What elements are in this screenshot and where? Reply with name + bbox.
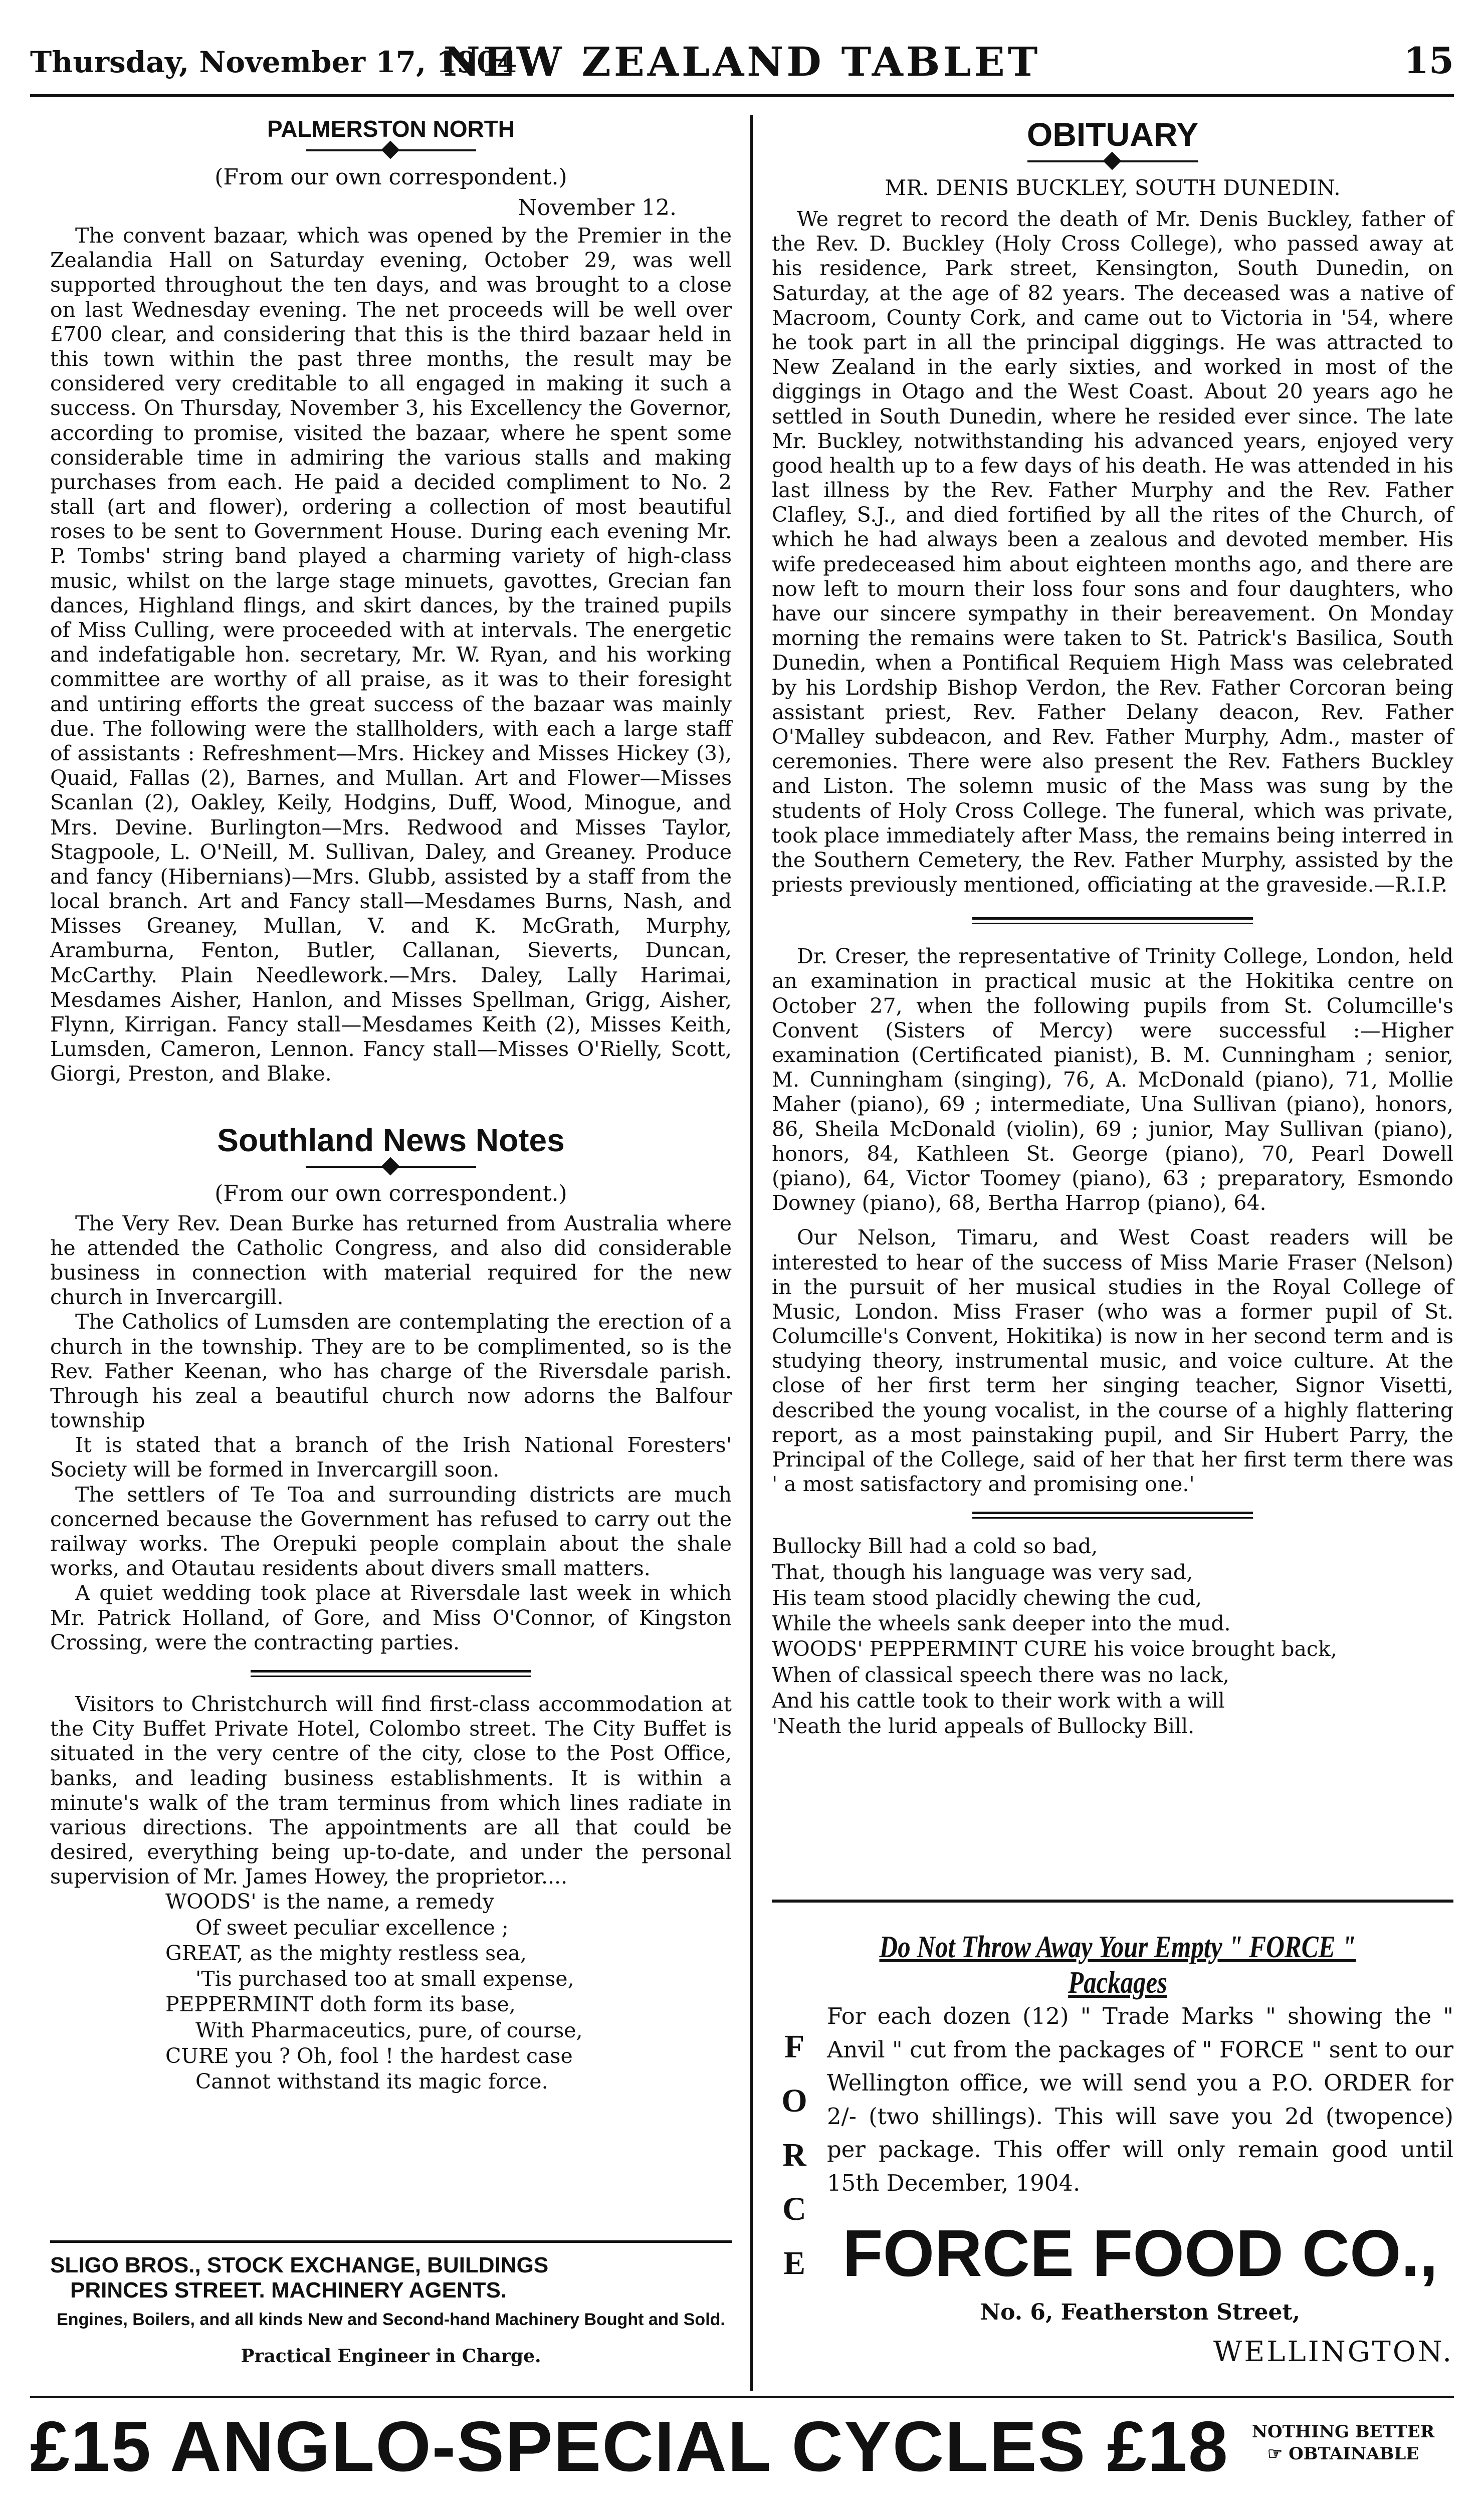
bullocky-verse (772, 1534, 1453, 1739)
verse-line: Of sweet peculiar excellence ; (195, 1915, 509, 1940)
verse-line: His team stood placidly chewing the cud, (772, 1585, 1202, 1610)
verse-line: With Pharmaceutics, pure, of course, (195, 2018, 583, 2042)
verse-line: CURE you ? Oh, fool ! the hardest case (165, 2043, 573, 2068)
right-column (772, 115, 1453, 1739)
southland-correspondent: (From our own correspondent.) (215, 1180, 567, 1206)
page-number: 15 (1403, 39, 1454, 82)
force-letter: F (784, 2028, 805, 2065)
sligo-line1b: PRINCES STREET. MACHINERY AGENTS. (70, 2278, 507, 2303)
southland-article (50, 1211, 732, 1655)
masthead: NEW ZEALAND TABLET (443, 38, 1041, 85)
verse-line: WOODS' is the name, a remedy (165, 1890, 494, 1914)
tagline-line: NOTHING BETTER (1251, 2422, 1435, 2442)
verse-line: Bullocky Bill had a cold so bad, (772, 1534, 1098, 1559)
fraser-body: Our Nelson, Timaru, and West Coast readers will be interested to hear of the success of Miss Marie Fraser (Nelson) in the pursuit of her musical studies in the Royal College of Music, London. Miss Fraser (who was a former pupil of St. Columcille's Convent, Hokitika) is now in her second term and is studying theory, instrumental music, and voice culture. At the close of her first term her singing teacher, Signor Visetti, described the young vocalist, in the course of a highly flattering report, as a most painstaking pupil, and Sir Hubert Parry, the Principal of the College, said of her that her first term there was ' a most satisfactory and promising one.' (772, 1225, 1453, 1497)
verse-line: 'Neath the lurid appeals of Bullocky Bill. (772, 1714, 1195, 1739)
verse-line: While the wheels sank deeper into the mud. (772, 1611, 1231, 1636)
header-rule (30, 94, 1454, 97)
force-city: WELLINGTON. (1213, 2336, 1453, 2368)
force-letter: C (782, 2191, 806, 2227)
tagline-line: ☞ OBTAINABLE (1267, 2444, 1419, 2464)
ornament-divider (1027, 160, 1198, 162)
section-rule (972, 1512, 1253, 1519)
verse-line: That, though his language was very sad, (772, 1560, 1193, 1584)
column-divider (750, 115, 753, 2391)
palmerston-body: The convent bazaar, which was opened by the Premier in the Zealandia Hall on Saturday evening, October 29, was well supported throughout the ten days, and was brought to a close on last Wednesday evening. The net proceeds will be well over £700 clear, and considering that this is the third bazaar held in this town within the past three months, the result may be considered very creditable to all engaged in making it such a success. On Thursday, November 3, his Excellency the Governor, according to promise, visited the bazaar, where he spent some considerable time in admiring the various stalls and making purchases from each. He paid a decided compliment to No. 2 stall (art and flower), ordering a collection of most beautiful roses to be sent to Government House. During each evening Mr. P. Tombs' string band played a charming variety of high-class music, whilst on the large stage minuets, gavottes, Grecian fan dances, Highland flings, and skirt dances, by the trained pupils of Miss Culling, were proceeded with at intervals. The energetic and indefatigable hon. secretary, Mr. W. Ryan, and his working committee are worthy of all praise, as it was to their foresight and untiring efforts the great success of the bazaar was mainly due. The following were the stallholders, with each a large staff of assistants : Refreshment—Mrs. Hickey and Misses Hickey (3), Quaid, Fallas (2), Barnes, and Mullan. Art and Flower—Misses Scanlan (2), Oakley, Keily, Hodgins, Duff, Wood, Minogue, and Mrs. Devine. Burlington—Mrs. Redwood and Misses Taylor, Stagpoole, L. O'Neill, M. Sullivan, Daley, and Greaney. Produce and fancy (Hibernians)—Mrs. Glubb, assisted by a staff from the local branch. Art and Fancy stall—Mesdames Burns, Nash, and Misses Greaney, Mullan, V. and K. McGrath, Murphy, Aramburna, Fenton, Butler, Callanan, Sieverts, Duncan, McCarthy. Plain Needlework.—Mrs. Daley, Lally Harimai, Mesdames Aisher, Hanlon, and Misses Spellman, Grigg, Aisher, Flynn, Kirrigan. Fancy stall—Mesdames Keith (2), Misses Keith, Lumsden, Cameron, Lennon. Fancy stall—Misses O'Rielly, Scott, Giorgi, Preston, and Blake. (50, 224, 732, 1086)
southland-paragraph: The settlers of Te Toa and surrounding districts are much concerned because the Government has refused to carry out the railway works. The Orepuki people complain about the shale works, and Otautau residents about divers small matters. (50, 1482, 732, 1581)
palmerston-title: PALMERSTON NORTH (267, 116, 515, 142)
southland-title: Southland News Notes (217, 1122, 565, 1158)
obituary-body: We regret to record the death of Mr. Denis Buckley, father of the Rev. D. Buckley (Holy Cross College), who passed away at his residence, Park street, Kensington, South Dunedin, on Saturday, at the age of 82 years. The deceased was a native of Macroom, County Cork, and came out to Victoria in '54, where he took part in all the principal diggings. He was attracted to New Zealand in the early sixties, and worked in most of the diggings in Otago and the West Coast. About 20 years ago he settled in South Dunedin, where he resided ever since. The late Mr. Buckley, notwithstanding his advanced years, enjoyed very good health up to a few days of his death. He was attended in his last illness by the Rev. Father Murphy and the Rev. Father Clafley, S.J., and died fortified by all the rites of the Church, of which he had always been a zealous and devoted member. His wife predeceased him about eighteen months ago, and there are now left to mourn their loss four sons and four daughters, who have our sincere sympathy in their bereavement. On Monday morning the remains were taken to St. Patrick's Basilica, South Dunedin, when a Pontifical Requiem High Mass was celebrated by his Lordship Bishop Verdon, the Rev. Father Corcoran being assistant priest, Rev. Father Delany deacon, Rev. Father O'Malley subdeacon, and Rev. Father Murphy, Adm., master of ceremonies. There were also present the Rev. Fathers Buckley and Liston. The solemn music of the Mass was sung by the students of Holy Cross College. The funeral, which was private, took place immediately after Mass, the remains being interred in the Southern Cemetery, the Rev. Father Murphy, assisted by the priests previously mentioned, officiating at the graveside.—R.I.P. (772, 207, 1453, 897)
obituary-article (772, 207, 1453, 897)
section-rule (251, 1670, 531, 1677)
cycles-advert: £15 ANGLO-SPECIAL CYCLES £18 (30, 2407, 1229, 2486)
left-column (50, 115, 732, 2095)
sligo-machinery: Engines, Boilers, and all kinds New and Second-hand Machinery Bought and Sold. (57, 2310, 725, 2329)
palmerston-article (50, 224, 732, 1087)
force-letter: O (781, 2082, 807, 2119)
creser-body: Dr. Creser, the representative of Trinity College, London, held an examination in practical music at the Hokitika centre on October 27, when the following pupils from St. Columcille's Convent (Sisters of Mercy) were successful :—Higher examination (Certificated pianist), B. M. Cunningham ; senior, M. Cunningham (singing), 76, A. McDonald (piano), 71, Mollie Maher (piano), 69 ; intermediate, Una Sullivan (piano), honors, 86, Sheila McDonald (violin), 69 ; junior, May Sullivan (piano), honors, 84, Kathleen St. George (piano), 70, Pearl Dowell (piano), 64, Victor Toomey (piano), 63 ; preparatory, Esmondo Downey (piano), 68, Bertha Harrop (piano), 64. (772, 944, 1453, 1215)
sligo-engineer: Practical Engineer in Charge. (241, 2346, 541, 2367)
force-letter: E (783, 2245, 806, 2281)
buffet-body: Visitors to Christchurch will find first-class accommodation at the City Buffet Private Hotel, Colombo street. The City Buffet is situated in the very centre of the city, close to the Post Office, banks, and leading business establishments. It is within a minute's walk of the tram terminus from which lines radiate in various directions. The appointments are all that could be desired, everything being up-to-date, and under the personal supervision of Mr. James Howey, the proprietor.... (50, 1692, 732, 1889)
verse-line: GREAT, as the mighty restless sea, (165, 1941, 527, 1965)
southland-paragraph: The Catholics of Lumsden are contemplating the erection of a church in the township. They are to be complimented, so is the Rev. Father Keenan, who has charge of the Riversdale parish. Through his zeal a beautiful church now adorns the Balfour township (50, 1310, 732, 1433)
woods-verse (165, 1889, 732, 2095)
force-letter: R (782, 2137, 806, 2173)
southland-paragraph: The Very Rev. Dean Burke has returned from Australia where he attended the Catholic Congress, and also did considerable business in connection with material required for the new church in Invercargill. (50, 1211, 732, 1310)
ornament-divider (306, 1166, 476, 1168)
sligo-advert (50, 2240, 732, 2383)
issue-date: Thursday, November 17, 1904 (30, 45, 517, 79)
southland-paragraph: It is stated that a branch of the Irish National Foresters' Society will be formed in Invercargill soon. (50, 1433, 732, 1482)
force-advert-rule (772, 1900, 1453, 1903)
verse-line: When of classical speech there was no lack, (772, 1662, 1229, 1687)
verse-line: WOODS' PEPPERMINT CURE his voice brought back, (772, 1637, 1337, 1661)
obituary-title: OBITUARY (1026, 116, 1199, 153)
footer-rule (30, 2396, 1454, 2398)
cycles-tagline (1223, 2421, 1463, 2465)
verse-line: Cannot withstand its magic force. (195, 2069, 548, 2094)
force-vertical-letters (779, 2020, 809, 2290)
force-company-name: FORCE FOOD CO., (842, 2216, 1438, 2290)
buffet-notice (50, 1692, 732, 1890)
sligo-line1a: SLIGO BROS., STOCK EXCHANGE, BUILDINGS (50, 2253, 549, 2277)
palmerston-date: November 12. (518, 195, 677, 221)
section-rule (972, 917, 1253, 924)
obituary-subtitle: MR. DENIS BUCKLEY, SOUTH DUNEDIN. (885, 175, 1341, 200)
creser-article (772, 944, 1453, 1215)
page-header (30, 35, 1454, 95)
force-advert-title: Do Not Throw Away Your Empty " FORCE " Packages (879, 1930, 1356, 2000)
force-address: No. 6, Featherston Street, (980, 2300, 1301, 2325)
palmerston-correspondent: (From our own correspondent.) (215, 164, 567, 190)
verse-line: And his cattle took to their work with a will (772, 1688, 1225, 1713)
ornament-divider (306, 149, 476, 151)
verse-line: 'Tis purchased too at small expense, (195, 1967, 574, 1991)
southland-paragraph: A quiet wedding took place at Riversdale last week in which Mr. Patrick Holland, of Gore, and Miss O'Connor, of Kingston Crossing, were the contracting parties. (50, 1581, 732, 1654)
verse-line: PEPPERMINT doth form its base, (165, 1992, 516, 2017)
fraser-article (772, 1225, 1453, 1497)
force-offer-text: For each dozen (12) " Trade Marks " showing the " Anvil " cut from the packages of " FORCE " sent to our Wellington office, we will send you a P.O. ORDER for 2/- (two shillings). This will save you 2d (twopence) per package. This offer will only remain good until 15th December, 1904. (827, 2003, 1453, 2196)
